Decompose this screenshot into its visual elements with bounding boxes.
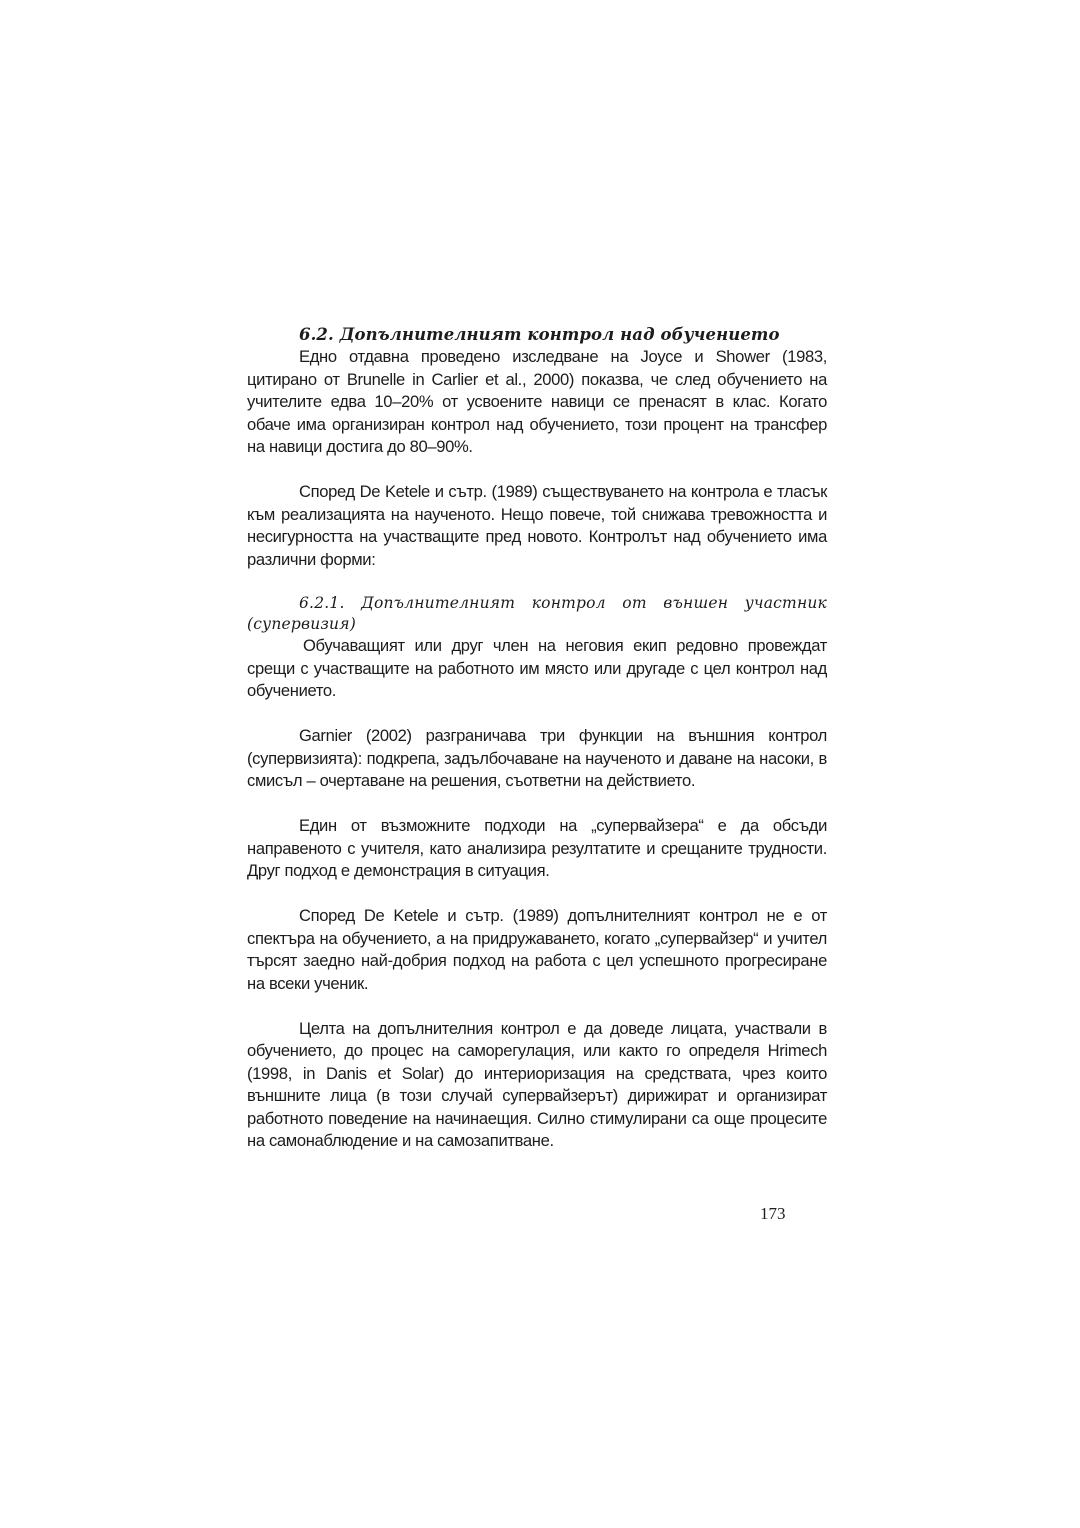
page-number: 173: [760, 1204, 786, 1223]
subsection-paragraph-1: Обучаващият или друг член на неговия екип редовно провеждат срещи с участващите на работното им място или другаде с цел контрол над обучението.: [247, 636, 827, 700]
subsection-paragraph-3: Един от възможните подходи на „супервайзера“ е да обсъди направеното с учителя, като анализира резултатите и срещаните трудности. Друг подход е демонстрация в ситуация.: [247, 816, 827, 880]
subsection-paragraph-2: Garnier (2002) разграничава три функции на външния контрол (супервизията): подкрепа, задълбочаване на наученото и даване на насоки, в смисъл – очертаване на решения, съответни на действието.: [247, 726, 827, 790]
page-body: [247, 324, 827, 1153]
subsection-heading: 6.2.1. Допълнителният контрол от външен участник (супервизия): [247, 594, 827, 633]
subsection-paragraph-5: Целта на допълнителния контрол е да доведе лицата, участвали в обучението, до процес на саморегулация, или както го определя Hrimech (1998, in Danis et Solar) до интериоризация на средствата, чрез които външните лица (в този случай супервайзерът) дирижират и организират работното поведение на начинаещия. Силно стимулирани са още процесите на самонаблюдение и на самозапитване.: [247, 1018, 827, 1150]
section-paragraph-2: Според De Ketele и сътр. (1989) съществуването на контрола е тласък към реализацията на наученото. Нещо повече, той снижава тревожността и несигурността на участващите пред новото. Контролът над обучението има различни форми:: [247, 482, 827, 569]
section-paragraph-1: Едно отдавна проведено изследване на Joyce и Shower (1983, цитирано от Brunelle in Carlier et al., 2000) показва, че след обучението на учителите едва 10–20% от усвоените навици се пренасят в клас. Когато обаче има организиран контрол над обучението, този процент на трансфер на навици достига до 80–90%.: [247, 347, 827, 456]
section-heading: 6.2. Допълнителният контрол над обучението: [299, 325, 780, 344]
subsection-paragraph-4: Според De Ketele и сътр. (1989) допълнителният контрол не е от спектъра на обучението, а на придружаването, когато „супервайзер“ и учител търсят заедно най-добрия подход на работа с цел успешното прогресиране на всеки ученик.: [247, 906, 827, 993]
